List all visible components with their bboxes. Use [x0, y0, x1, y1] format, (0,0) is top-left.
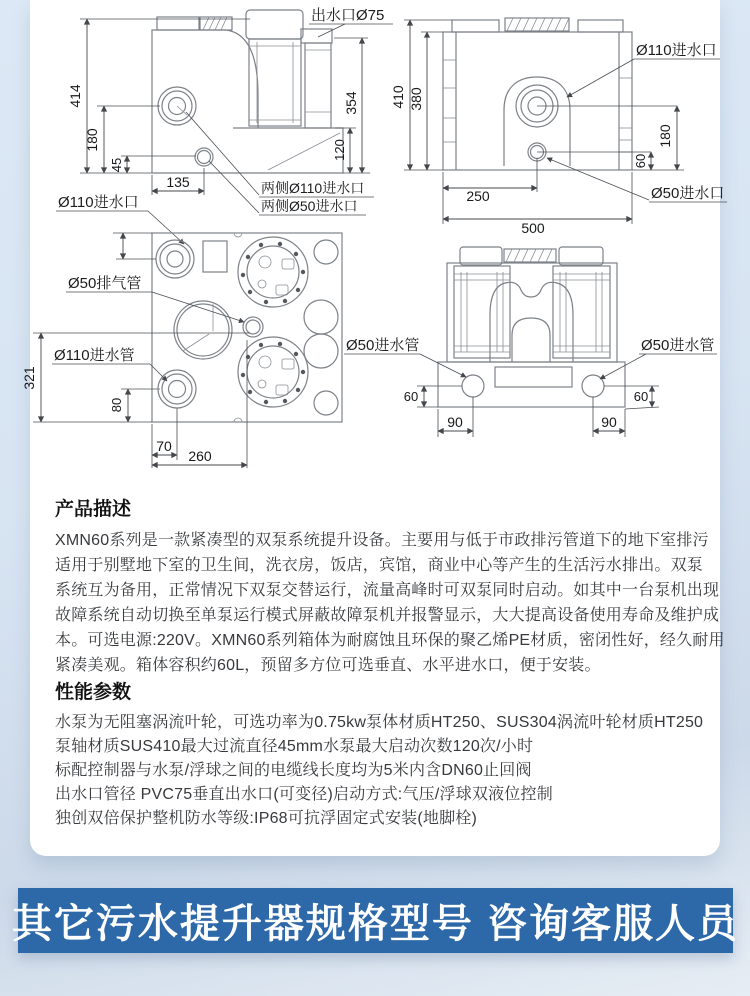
side-view-drawing [56, 7, 393, 244]
description-line: 系统互为备用，正常情况下双泵交替运行，流量高峰时可双泵同时启动。如其中一台泵机出现 [55, 582, 720, 599]
top-inlet-label: Ø110进水管 [54, 347, 135, 364]
side-outlet-label: 出水口Ø75 [311, 7, 385, 24]
consult-service-banner[interactable]: 其它污水提升器规格型号 咨询客服人员 [18, 888, 733, 953]
rear-dim-60-right: 60 [633, 389, 649, 404]
side-dim-45: 45 [109, 157, 124, 173]
top-view-drawing [21, 233, 342, 468]
description-line: XMN60系列是一款紧凑型的双泵系统提升设备。主要用与低于市政排污管道下的地下室排污 [55, 532, 709, 549]
description-line: 适用于别墅地下室的卫生间，洗衣房，饭店，宾馆，商业中心等产生的生活污水排出。双泵 [55, 557, 704, 574]
performance-line: 泵轴材质SUS410最大过流直径45mm水泵最大启动次数120次/小时 [55, 738, 534, 755]
performance-line: 独创双倍保护整机防水等级:IP68可抗浮固定式安装(地脚栓) [55, 810, 478, 827]
front-dim-180: 180 [657, 124, 673, 148]
description-line: 本。可选电源:220V。XMN60系列箱体为耐腐蚀且环保的聚乙烯PE材质，密闭性好，经久耐用 [55, 632, 725, 649]
rear-dim-90-left: 90 [447, 414, 463, 430]
rear-dim-90-right: 90 [601, 414, 617, 430]
performance-params-section [55, 681, 703, 831]
rear-inlet50-left-label: Ø50进水管 [346, 337, 420, 354]
top-dim-70: 70 [156, 438, 172, 454]
front-inlet110-label: Ø110进水口 [636, 42, 717, 59]
performance-line: 标配控制器与水泵/浮球之间的电缆线长度均为5米内含DN60止回阀 [55, 762, 532, 779]
side-dim-414: 414 [67, 84, 83, 108]
description-line: 故障系统自动切换至单泵运行模式屏蔽故障泵机并报警显示，大大提高设备使用寿命及维护成 [55, 607, 720, 624]
side-both50-label: 两侧Ø50进水口 [261, 198, 358, 214]
performance-params-title: 性能参数 [55, 682, 132, 703]
side-both110-label: 两侧Ø110进水口 [261, 180, 365, 196]
front-dim-500: 500 [521, 220, 545, 236]
front-dim-60: 60 [633, 153, 648, 169]
side-dim-120: 120 [332, 139, 347, 161]
front-dim-380: 380 [408, 87, 424, 111]
rear-dim-60-left: 60 [403, 389, 419, 404]
side-dim-354: 354 [343, 91, 359, 115]
top-vent-label: Ø50排气管 [68, 275, 142, 292]
product-description-section [55, 498, 725, 678]
rear-view-drawing [344, 247, 717, 437]
top-dim-260: 260 [188, 448, 212, 464]
front-dim-410: 410 [390, 85, 406, 109]
rear-inlet50-right-label: Ø50进水管 [641, 337, 715, 354]
top-dim-80: 80 [109, 397, 124, 413]
front-dim-250: 250 [466, 188, 490, 204]
top-dim-321: 321 [21, 366, 37, 390]
side-dim-180: 180 [84, 128, 100, 152]
description-line: 紧凑美观。箱体容积约60L，预留多方位可选垂直、水平进水口，便于安装。 [55, 657, 601, 674]
front-view-drawing [390, 18, 727, 236]
front-inlet50-label: Ø50进水口 [651, 185, 725, 202]
side-dim-135: 135 [166, 174, 190, 190]
performance-line: 水泵为无阻塞涡流叶轮，可选功率为0.75kw泵体材质HT250、SUS304涡流叶轮材质HT250 [55, 714, 704, 731]
performance-line: 出水口管径 PVC75垂直出水口(可变径)启动方式:气压/浮球双液位控制 [55, 786, 553, 803]
side-inlet110-label: Ø110进水口 [58, 194, 139, 211]
product-description-title: 产品描述 [55, 499, 132, 520]
